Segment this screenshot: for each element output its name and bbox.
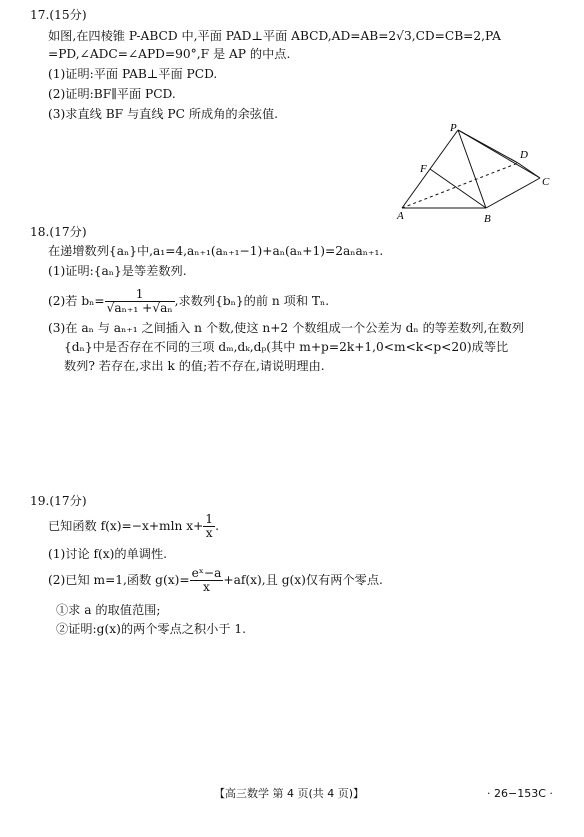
q19-part2-pre: (2)已知 m=1,函数 g(x)=: [48, 573, 190, 587]
q19-intro: [48, 512, 219, 540]
q17-part3: (3)求直线 BF 与直线 PC 所成角的余弦值.: [48, 107, 279, 121]
q19-intro-fraction: [203, 513, 215, 540]
pyramid-figure: [390, 118, 560, 230]
q19-part2-post: +af(x),且 g(x)仅有两个零点.: [223, 573, 383, 587]
q18-part2-post: ,求数列{bₙ}的前 n 项和 Tₙ.: [174, 294, 330, 308]
q19-part2: [48, 566, 383, 594]
q19-intro-denominator: x: [205, 526, 213, 540]
q18-part2-pre: (2)若 bₙ=: [48, 294, 105, 308]
q18-part2-fraction: [105, 288, 175, 315]
label-B: B: [484, 213, 491, 225]
q18-part1: (1)证明:{aₙ}是等差数列.: [48, 264, 187, 278]
q17-line2: =PD,∠ADC=∠APD=90°,F 是 AP 的中点.: [48, 47, 291, 61]
q19-intro-pre: 已知函数 f(x)=−x+mln x+: [48, 519, 204, 533]
footer-code: · 26−153C ·: [487, 787, 553, 800]
label-F: F: [420, 163, 427, 175]
q19-part1: (1)讨论 f(x)的单调性.: [48, 547, 168, 561]
q18-part3-line1: (3)在 aₙ 与 aₙ₊₁ 之间插入 n 个数,使这 n+2 个数组成一个公差为 dₙ 的等差数列,在数列: [48, 321, 524, 335]
q19-part2-numerator: eˣ−a: [191, 566, 222, 580]
footer-page-info: 【高三数学 第 4 页(共 4 页)】: [214, 787, 365, 800]
q19-part2-fraction: [190, 567, 224, 594]
q17-part1: (1)证明:平面 PAB⊥平面 PCD.: [48, 67, 218, 81]
q19-sub1: ①求 a 的取值范围;: [56, 603, 161, 617]
label-P: P: [450, 122, 457, 134]
q17-part2: (2)证明:BF∥平面 PCD.: [48, 87, 176, 101]
q18-part3-line3: 数列? 若存在,求出 k 的值;若不存在,请说明理由.: [64, 359, 325, 373]
q18-part2: [48, 287, 329, 315]
label-A: A: [397, 210, 404, 222]
label-D: D: [520, 149, 528, 161]
q19-sub2: ②证明:g(x)的两个零点之积小于 1.: [56, 622, 247, 636]
q17-line1: 如图,在四棱锥 P-ABCD 中,平面 PAD⊥平面 ABCD,AD=AB=2√3,CD=CB=2,PA: [48, 29, 501, 43]
q17-header: 17.(15分): [30, 8, 87, 22]
q18-line1: 在递增数列{aₙ}中,a₁=4,aₙ₊₁(aₙ₊₁−1)+aₙ(aₙ+1)=2aₙaₙ₊₁.: [48, 244, 384, 258]
q18-header: 18.(17分): [30, 225, 87, 239]
q18-part2-numerator: 1: [105, 288, 175, 302]
label-C: C: [542, 176, 550, 188]
q19-intro-numerator: 1: [205, 512, 214, 526]
q19-part2-denominator: x: [203, 580, 210, 594]
q18-part2-denominator: √aₙ₊₁ +√aₙ: [106, 301, 173, 315]
q18-part3-line2: {dₙ}中是否存在不同的三项 dₘ,dₖ,dₚ(其中 m+p=2k+1,0<m<k<p<20)成等比: [64, 340, 509, 354]
q19-intro-post: .: [215, 519, 219, 533]
q19-header: 19.(17分): [30, 494, 87, 508]
